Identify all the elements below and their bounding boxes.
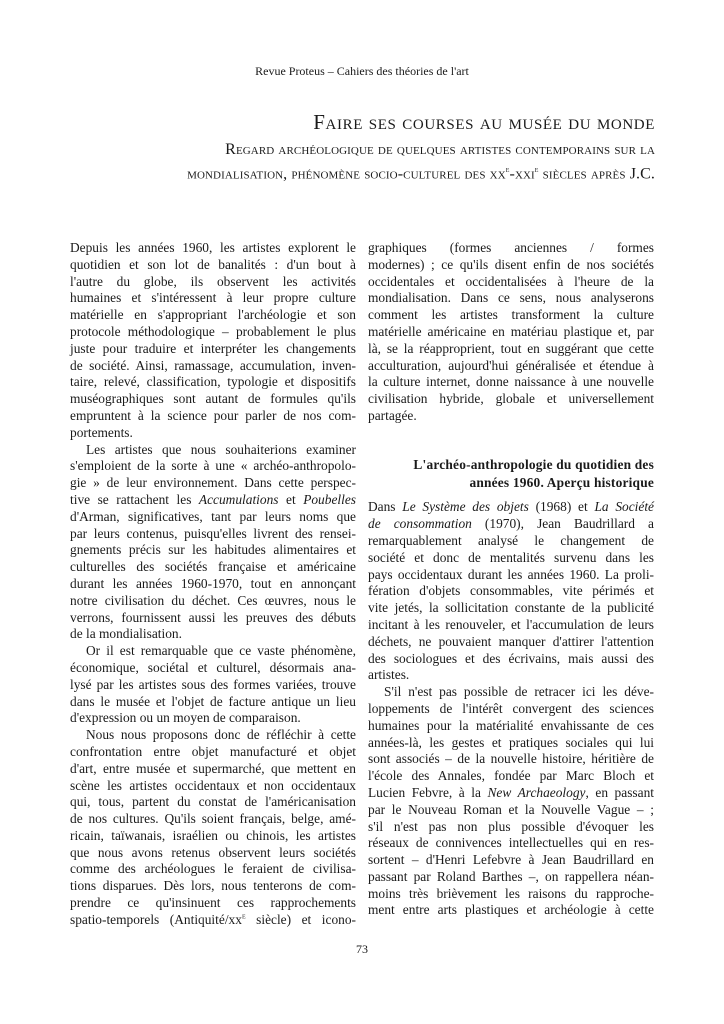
text-line: l'école des Annales, fondée par Marc Bloch et (368, 768, 654, 784)
section-heading-line-2: années 1960. Aperçu historique (469, 474, 654, 490)
text-line: d'Arman, significatives, tant par leurs noms que (70, 508, 356, 524)
text-line: tions disparues. Dès lors, nous tenterons de com- (70, 878, 356, 894)
text-line: s'il n'est pas non plus possible d'évoquer les (368, 818, 654, 834)
text: (1968) et (528, 499, 595, 515)
text-line: acculturation, aujourd'hui généralisée et étendue à (368, 357, 654, 373)
paragraph (368, 684, 654, 919)
subtitle-text: -xxi (509, 165, 535, 183)
text-line: Les artistes que nous souhaiterions examiner (86, 441, 356, 457)
text-line: sont associés – de la nouvelle histoire, héritière de (368, 751, 654, 767)
text-line: prendre ce qu'insinuent ces rapprochements (70, 895, 356, 911)
text-line: de société. Ainsi, ramassage, accumulation, inven- (70, 357, 356, 373)
text-line: Depuis les années 1960, les artistes explorent le (70, 240, 356, 255)
section-heading-line-1: L'archéo-anthropologie du quotidien des (413, 457, 654, 473)
text-line: durant les années 1960-1970, tout en annonçant (70, 575, 356, 591)
text-line: années-là, les gestes et pratiques sociales qui lui (368, 734, 654, 750)
text-line (368, 785, 654, 802)
text-line: humaines et s'intéressent à leur propre culture (70, 290, 356, 306)
text-line: occidentales et occidentalisées à l'heure de la (368, 273, 654, 289)
paragraph (70, 442, 356, 644)
text-line: déchets, ne pouvaient manquer d'attirer l'attention (368, 633, 654, 649)
text-line: gie » de leur environnement. Dans cette perspec- (70, 475, 356, 491)
paragraph (368, 499, 654, 684)
text-line: dans le musée et l'objet de facture antique un lieu (70, 693, 356, 709)
section-heading (368, 456, 654, 491)
text-line: loppements de l'intérêt convergent des sciences (368, 700, 654, 716)
text-line: muséographiques sont autant de formules qu'ils (70, 391, 356, 407)
text-line: partagée. (368, 407, 417, 423)
text-line: la culture internet, donne naissance à une nouvelle (368, 374, 654, 390)
superscript: e (241, 911, 246, 921)
paragraph (70, 240, 356, 442)
text-line: ment entre arts plastiques et archéologie à cette (368, 902, 654, 918)
text-line: ricain, taïwanais, israélien ou chinois, les artistes (70, 827, 356, 843)
text-line: matérielle en s'appropriant l'archéologie et son (70, 307, 356, 323)
paragraph (368, 240, 654, 425)
paragraph (70, 643, 356, 727)
text-line: civilisation hybride, globale et universellement (368, 391, 654, 407)
text-line: verrons, fournissent aussi les preuves des débuts (70, 609, 356, 625)
text-line: artistes. (368, 667, 410, 683)
text-line: humaines pour la matérialité envahissante de ces (368, 717, 654, 733)
text: Lucien Febvre, à la (368, 784, 488, 800)
text-line: l'autre du globe, ils observent les activités (70, 273, 356, 289)
text-line: S'il n'est pas possible de retracer ici les déve- (384, 684, 654, 700)
text-line: par leurs contenus, puisqu'elles livrent des rensei- (70, 525, 356, 541)
text-line: gnements précis sur les habitudes alimentaires et (70, 542, 356, 558)
text-line: scène les artistes occidentaux et non occidentaux (70, 777, 356, 793)
text-line: moins très brièvement les raisons du rapproche- (368, 885, 654, 901)
page-number: 73 (356, 942, 368, 956)
text-line: sortent – d'Henri Lefebvre à Jean Baudrillard en (368, 852, 654, 868)
italic-text: New Archaeology (487, 784, 586, 800)
text-line: réseaux de connivences intellectuelles qui en res- (368, 835, 654, 851)
text-line: mondialisation. Dans ce sens, nous analyserons (368, 290, 654, 306)
text-line: que nous avons retenus observent leurs sociétés (70, 844, 356, 860)
text-line: des sociologues et des écrivains, mais aussi des (368, 650, 654, 666)
italic-text: La Société (594, 499, 654, 515)
text-line: passant par Roland Barthes –, on rappellera néan- (368, 868, 654, 884)
text-line: économique, sociétal et culturel, désormais ana- (70, 659, 356, 675)
text: siècle) et icono- (245, 911, 357, 927)
text-line (368, 499, 654, 516)
paragraph (70, 727, 356, 929)
text-line: comme des archéologues le feraient de civilisa- (70, 861, 356, 877)
italic-text: Le Système des objets (402, 499, 529, 515)
text-line: s'emploient de la sorte à une « archéo-anthropolo- (70, 458, 356, 474)
text-line: là, se la réapproprient, tout en suggérant que cette (368, 340, 654, 356)
text-line: d'art, entre musée et supermarché, que mettent en (70, 760, 356, 776)
text: tive se rattachent les (70, 491, 199, 507)
text-line: Or il est remarquable que ce vaste phénomène, (86, 643, 356, 659)
text-line: pays occidentaux durant les années 1960. La proli- (368, 566, 654, 582)
text-line: de la mondialisation. (70, 626, 182, 642)
text-line: confrontation entre objet manufacturé et objet (70, 743, 356, 759)
subtitle-sup: e (505, 164, 510, 174)
text-line: Nous nous proposons donc de réfléchir à cette (86, 727, 356, 743)
text-line: culturelles des sociétés française et américaine (70, 559, 356, 575)
text-line: quotidien et son lot de banalités : d'un bout à (70, 256, 356, 272)
text-line: de nos cultures. Qu'ils soient français, belge, amé- (70, 811, 356, 827)
text-line: par le Nouveau Roman et la Nouvelle Vague – ; (368, 801, 654, 817)
italic-text: Poubelles (303, 491, 356, 507)
italic-text: Accumulations (198, 491, 279, 507)
text-line: vite jetés, la sollicitation constante de la publicité (368, 600, 654, 616)
text-line: juste pour traduire et interpréter les changements (70, 340, 356, 356)
article-subtitle-line-1: Regard archéologique de quelques artistes contemporains sur la (225, 141, 655, 158)
subtitle-sup: e (534, 164, 539, 174)
text-line: lysé par les artistes sous des formes variées, trouve (70, 676, 356, 692)
right-column (368, 240, 654, 919)
subtitle-text: mondialisation, phénomène socio-culturel des xx (187, 165, 506, 183)
text-line: modernes) ; ce qu'ils disent enfin de nos sociétés (368, 256, 654, 272)
text: spatio-temporels (Antiquité/xx (70, 911, 242, 927)
text: , en passant (585, 784, 654, 800)
article-subtitle-line-2 (187, 164, 655, 183)
text-line: comment les artistes transforment la culture (368, 307, 654, 323)
text-line: graphiques (formes anciennes / formes (368, 240, 654, 255)
text: Dans (368, 499, 403, 515)
text-line: d'expression ou un moyen de comparaison. (70, 710, 301, 726)
text-line: incitant à les renouveler, et l'accumulation de leurs (368, 616, 654, 632)
text-line: portements. (70, 424, 133, 440)
text-line: taire, relevé, classification, typologie et dispositifs (70, 374, 356, 390)
left-column (70, 240, 356, 929)
text: (1970), Jean Baudrillard a (471, 516, 654, 532)
text-line: notre civilisation du déchet. Ces œuvres, nous le (70, 592, 356, 608)
italic-text: de consommation (368, 516, 472, 532)
text-line (368, 516, 654, 533)
intro-paragraph-block (368, 240, 654, 425)
text-line: empruntent à la science pour parler de nos com- (70, 407, 356, 423)
text-line: protocole méthodologique – probablement le plus (70, 323, 356, 339)
article-title: Faire ses courses au musée du monde (313, 110, 655, 134)
text-line: qui, tous, partent du constat de l'américanisation (70, 794, 356, 810)
text-line (70, 492, 356, 509)
subtitle-text: siècles après J.C. (538, 165, 655, 183)
text-line: remarquablement analysé le changement de (368, 532, 654, 548)
text: et (278, 491, 304, 507)
text-line (70, 912, 356, 929)
text-line: société et donc de mentalités survenu dans les (368, 549, 654, 565)
text-line: fération d'objets consommables, vite périmés et (368, 583, 654, 599)
text-line: matérielle américaine en matériau plastique et, par (368, 323, 654, 339)
running-head: Revue Proteus – Cahiers des théories de l'art (255, 64, 469, 78)
section-body (368, 499, 654, 919)
